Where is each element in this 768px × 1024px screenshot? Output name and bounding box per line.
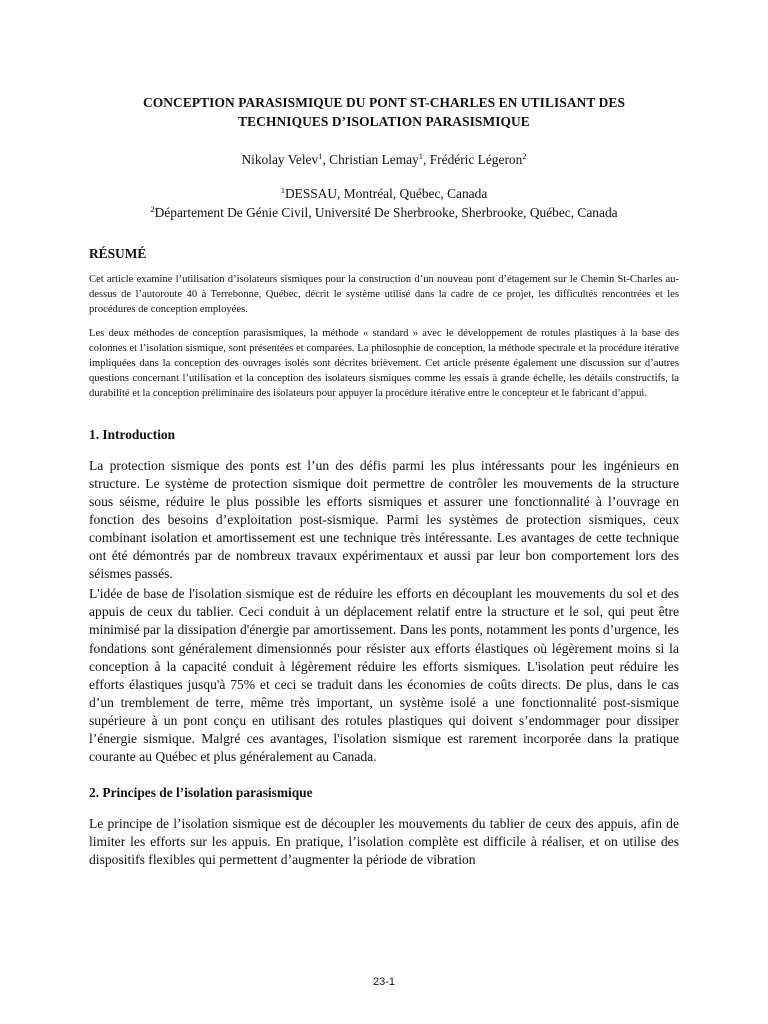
- abstract-heading: RÉSUMÉ: [89, 246, 147, 261]
- affiliation-list: [89, 184, 679, 222]
- title-line-1: CONCEPTION PARASISMIQUE DU PONT ST-CHARLES EN UTILISANT DES: [143, 95, 625, 110]
- affiliation: [89, 203, 679, 222]
- paper-page: [89, 0, 679, 870]
- affiliation-mark: 1: [280, 185, 285, 195]
- affiliation-text: Département De Génie Civil, Université De Sherbrooke, Sherbrooke, Québec, Canada: [154, 205, 618, 220]
- abstract-paragraph-2: Les deux méthodes de conception parasismiques, la méthode « standard » avec le développement de rotules plastiques à la base des colonnes et l’isolation sismique, sont présentées et comparées. La philosophie de conception, la méthode spectrale et la procédure itérative impliquées dans la conception des ouvrages isolés sont décrites brièvement. Cet article présente également une discussion sur d’autres questions concernant l’utilisation et la conception des isolateurs sismiques comme les essais à grande échelle, les détails constructifs, la durabilité et la conception préliminaire des isolateurs pour appuyer la procédure itérative entre le concepteur et le fabricant d’appui.: [89, 327, 679, 400]
- introduction-paragraph-2: L'idée de base de l'isolation sismique est de réduire les efforts en découplant les mouvements du sol et des appuis de ceux du tablier. Ceci conduit à un déplacement relatif entre la structure et le sol, qui peut être minimisé par la dissipation d'énergie par amortissement. Dans les ponts, notamment les ponts d’urgence, les fondations sont généralement dimensionnés pour résister aux efforts élastiques où légèrement moins si la conception à la capacité conduit à légèrement réduire les efforts sismiques. L'isolation peut réduire les efforts élastiques jusqu'à 75% et ceci se traduit dans les économies de coûts directs. De plus, dans le cas d’un tremblement de terre, même très important, un système isolé a une fonctionnalité post-sismique supérieure à un pont conçu en utilisant des rotules plastiques qui doivent s’endommager pour dissiper l’énergie sismique. Malgré ces avantages, l'isolation sismique est rarement incorporée dans la pratique courante au Québec et plus généralement au Canada.: [89, 586, 679, 765]
- introduction-paragraph-1: La protection sismique des ponts est l’un des défis parmi les plus intéressants pour les ingénieurs en structure. Le système de protection sismique doit permettre de contrôler les mouvements de la structure sous séisme, réduire le plus possible les efforts sismiques et assurer une fonctionnalité à l’ouvrage en fonction des besoins d’exploitation post-sismique. Parmi les systèmes de protection sismiques, ceux combinant isolation et amortissement est une technique très intéressante. Les avantages de cette technique ont été démontrés par de nombreux travaux expérimentaux et aussi par leur bon comportement lors des séismes passés.: [89, 457, 679, 582]
- affiliation-mark: 2: [150, 204, 155, 214]
- abstract-paragraph-1: Cet article examine l’utilisation d’isolateurs sismiques pour la construction d’un nouveau pont d’étagement sur le Chemin St-Charles au-dessus de l’autoroute 40 à Terrebonne, Québec, décrit le système utilisé dans la cadre de ce projet, les difficultés rencontrées et les procédures de conception employées.: [89, 274, 679, 316]
- affiliation-text: DESSAU, Montréal, Québec, Canada: [284, 186, 488, 201]
- title-line-2: TECHNIQUES D’ISOLATION PARASISMIQUE: [238, 114, 530, 129]
- author-name: Frédéric Légeron: [429, 152, 523, 167]
- paper-title: [89, 93, 679, 131]
- affiliation: [89, 184, 679, 203]
- author-name: Nikolay Velev: [241, 152, 319, 167]
- section-heading-principes: 2. Principes de l’isolation parasismique: [89, 785, 313, 801]
- section-heading-introduction: 1. Introduction: [89, 426, 176, 442]
- author-affil-mark: 2: [522, 151, 527, 161]
- author-affil-mark: 1: [318, 151, 323, 161]
- principes-paragraph-1: Le principe de l’isolation sismique est de découpler les mouvements du tablier de ceux des appuis, afin de limiter les efforts sur les appuis. En pratique, l’isolation complète est difficile à réaliser, et on utilise des dispositifs flexibles qui permettent d’augmenter la période de vibration: [89, 816, 679, 868]
- author-affil-mark: 1: [418, 151, 424, 161]
- author-list: Nikolay Velev$^1$, Christian Lemay$^1$, Frédéric Légeron$^2$: [241, 151, 527, 167]
- author-name: Christian Lemay: [329, 152, 419, 167]
- page-number: 23-1: [372, 976, 396, 988]
